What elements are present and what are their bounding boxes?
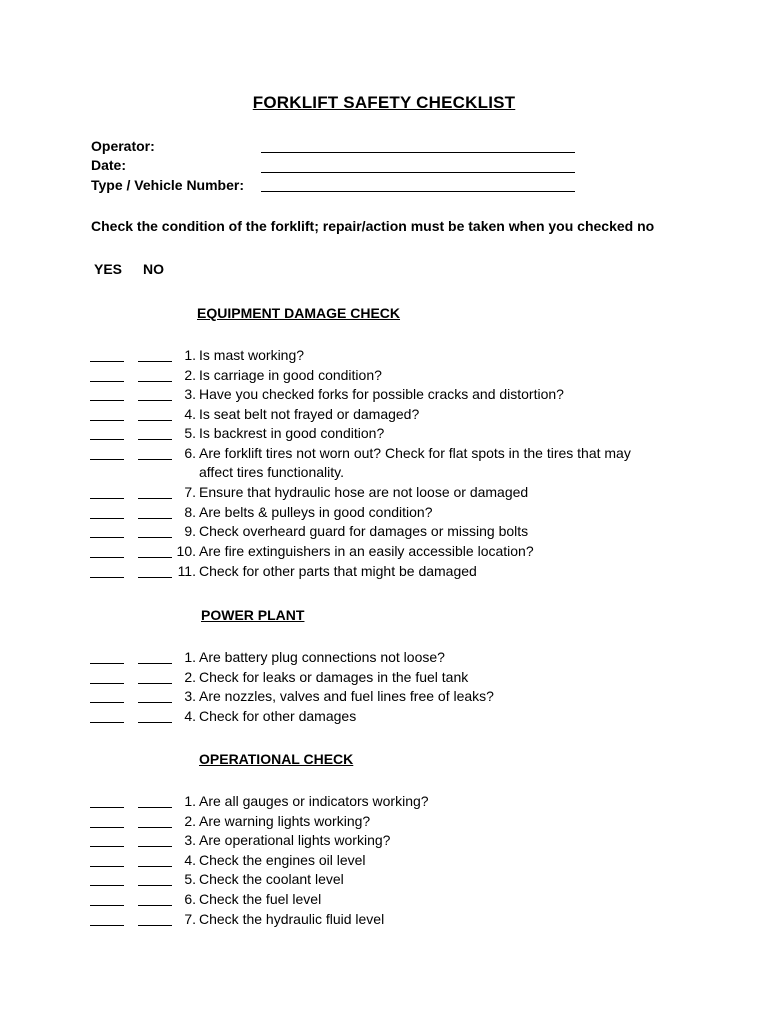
yes-blank[interactable] xyxy=(90,885,124,886)
checklist-item xyxy=(0,870,768,890)
yes-blank[interactable] xyxy=(90,381,124,382)
yes-blank[interactable] xyxy=(90,400,124,401)
operator-field[interactable] xyxy=(261,152,575,153)
item-number: 1. xyxy=(184,793,196,809)
checklist-item xyxy=(0,687,768,707)
item-number: 7. xyxy=(184,910,196,927)
item-number: 7. xyxy=(184,484,196,501)
item-question: Ensure that hydraulic hose are not loose or damaged xyxy=(199,484,529,501)
yes-blank[interactable] xyxy=(90,557,124,558)
item-question: Is backrest in good condition? xyxy=(199,425,385,442)
date-field[interactable] xyxy=(261,172,575,173)
item-question: Is seat belt not frayed or damaged? xyxy=(199,405,420,422)
yes-blank[interactable] xyxy=(90,537,124,538)
item-number: 11. xyxy=(177,562,196,579)
yes-blank[interactable] xyxy=(90,361,124,362)
item-question: Have you checked forks for possible cracks and distortion? xyxy=(199,386,564,403)
item-question: Check for other damages xyxy=(199,707,357,724)
checklist-item xyxy=(0,405,768,425)
item-number: 1. xyxy=(184,649,196,665)
item-question: Check overheard guard for damages or missing bolts xyxy=(199,523,529,540)
checklist-item xyxy=(0,542,768,562)
no-column-header: NO xyxy=(143,261,164,277)
item-question: Is carriage in good condition? xyxy=(199,366,382,383)
section-heading: EQUIPMENT DAMAGE CHECK xyxy=(197,305,401,321)
yes-blank[interactable] xyxy=(90,518,124,519)
checklist-item xyxy=(0,503,768,523)
checklist-item xyxy=(0,483,768,503)
item-question: Are all gauges or indicators working? xyxy=(199,793,429,809)
item-question: Check for other parts that might be damaged xyxy=(199,562,477,579)
checklist-item xyxy=(0,522,768,542)
item-number: 6. xyxy=(184,445,196,461)
checklist-item xyxy=(0,424,768,444)
item-question: Are fire extinguishers in an easily accessible location? xyxy=(199,543,534,559)
yes-column-header: YES xyxy=(94,261,123,277)
yes-blank[interactable] xyxy=(90,663,124,664)
item-question: Check the fuel level xyxy=(199,891,322,907)
checklist-item xyxy=(0,444,768,464)
yes-blank[interactable] xyxy=(90,577,124,578)
yes-blank[interactable] xyxy=(90,807,124,808)
item-number: 8. xyxy=(184,503,196,520)
item-number: 2. xyxy=(184,366,196,383)
item-number: 5. xyxy=(184,425,196,442)
section-heading: OPERATIONAL CHECK xyxy=(199,751,354,767)
checklist-item xyxy=(0,648,768,668)
yes-blank[interactable] xyxy=(90,420,124,421)
checklist-item xyxy=(0,890,768,910)
yes-blank[interactable] xyxy=(90,827,124,828)
item-question: Are forklift tires not worn out? Check for flat spots in the tires that may xyxy=(199,445,631,461)
item-number: 2. xyxy=(184,812,196,829)
item-question: Is mast working? xyxy=(199,347,305,363)
yes-blank[interactable] xyxy=(90,702,124,703)
checklist-item xyxy=(0,707,768,727)
item-number: 4. xyxy=(184,851,196,868)
vehicle-label: Type / Vehicle Number: xyxy=(91,177,245,193)
item-number: 5. xyxy=(184,871,196,888)
checklist-item xyxy=(0,910,768,930)
item-question-continuation: affect tires functionality. xyxy=(199,463,344,480)
item-number: 4. xyxy=(184,405,196,422)
checklist-item xyxy=(0,668,768,688)
yes-blank[interactable] xyxy=(90,905,124,906)
yes-blank[interactable] xyxy=(90,846,124,847)
item-number: 9. xyxy=(184,523,196,540)
item-number: 4. xyxy=(184,707,196,724)
checklist-item xyxy=(0,562,768,582)
vehicle-field[interactable] xyxy=(261,191,575,192)
item-question: Are warning lights working? xyxy=(199,812,371,829)
item-question: Are battery plug connections not loose? xyxy=(199,649,445,665)
operator-label: Operator: xyxy=(91,138,155,154)
yes-blank[interactable] xyxy=(90,498,124,499)
item-number: 3. xyxy=(184,688,196,705)
section-heading: POWER PLANT xyxy=(201,607,305,623)
item-question: Check the hydraulic fluid level xyxy=(199,910,385,927)
item-question: Check the engines oil level xyxy=(199,851,366,868)
item-question: Check the coolant level xyxy=(199,871,344,888)
item-number: 1. xyxy=(184,347,196,363)
checklist-item xyxy=(0,851,768,871)
yes-blank[interactable] xyxy=(90,722,124,723)
item-number: 10. xyxy=(176,543,196,559)
instruction-text: Check the condition of the forklift; repair/action must be taken when you checked no xyxy=(91,218,655,234)
checklist-item xyxy=(0,831,768,851)
yes-blank[interactable] xyxy=(90,439,124,440)
item-number: 3. xyxy=(184,386,196,403)
item-number: 6. xyxy=(184,891,196,907)
page-title: FORKLIFT SAFETY CHECKLIST xyxy=(252,93,516,112)
checklist-item xyxy=(0,385,768,405)
checklist-item xyxy=(0,792,768,812)
yes-blank[interactable] xyxy=(90,925,124,926)
item-number: 2. xyxy=(184,668,196,685)
yes-blank[interactable] xyxy=(90,866,124,867)
yes-blank[interactable] xyxy=(90,459,124,460)
yes-blank[interactable] xyxy=(90,683,124,684)
item-question: Are operational lights working? xyxy=(199,832,391,849)
checklist-item xyxy=(0,346,768,366)
item-question: Are belts & pulleys in good condition? xyxy=(199,503,433,520)
checklist-item xyxy=(0,366,768,386)
checklist-item xyxy=(0,812,768,832)
item-question: Are nozzles, valves and fuel lines free of leaks? xyxy=(199,688,494,705)
item-question: Check for leaks or damages in the fuel tank xyxy=(199,668,469,685)
date-label: Date: xyxy=(91,157,127,173)
item-number: 3. xyxy=(184,832,196,849)
